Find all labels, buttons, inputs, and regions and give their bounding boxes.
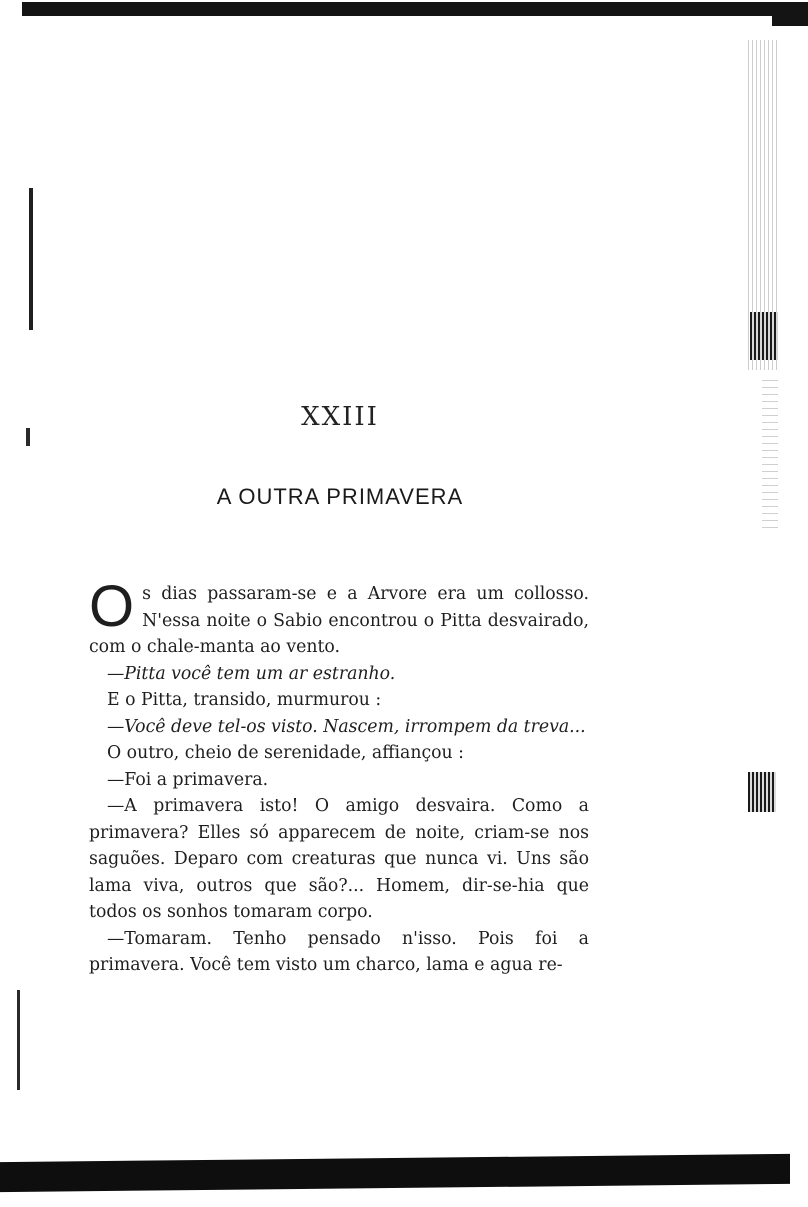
paragraph-text: s dias passaram-se e a Arvore era um collosso. N'essa noite o Sabio encontrou o Pitta desvairado, com o chale-manta ao vento.	[89, 584, 589, 657]
top-edge-shadow	[22, 2, 808, 16]
chapter-number: XXIII	[301, 402, 379, 432]
binding-speckle	[762, 380, 778, 530]
chapter-title: A OUTRA PRIMAVERA	[216, 484, 464, 509]
binding-shadow-lower	[748, 772, 776, 812]
left-margin-mark-lower	[17, 990, 20, 1090]
top-edge-shadow-corner	[772, 10, 808, 26]
chapter-body	[89, 574, 589, 979]
binding-shadow-dark	[750, 312, 778, 360]
paragraph: —A primavera isto! O amigo desvaira. Como a primavera? Elles só apparecem de noite, criam-se nos saguões. Deparo com creaturas que nunca vi. Uns são lama viva, outros que são?... Homem, dir-se-hia que todos os sonhos tomaram corpo.	[89, 796, 589, 922]
paragraph: —Foi a primavera.	[107, 769, 269, 790]
left-margin-mark	[29, 188, 33, 330]
paragraph	[89, 574, 589, 661]
paragraph: —Pitta você tem um ar estranho.	[107, 663, 396, 684]
paragraph: —Você deve tel-os visto. Nascem, irrompem da treva...	[107, 716, 586, 737]
paragraph: O outro, cheio de serenidade, affiançou :	[107, 743, 464, 763]
paragraph: —Tomaram. Tenho pensado n'isso. Pois foi a primavera. Você tem visto um charco, lama e agua re-	[89, 928, 589, 975]
bottom-edge-shadow	[0, 1154, 790, 1192]
drop-cap: O	[89, 574, 135, 639]
paragraph: E o Pitta, transido, murmurou :	[107, 690, 382, 710]
